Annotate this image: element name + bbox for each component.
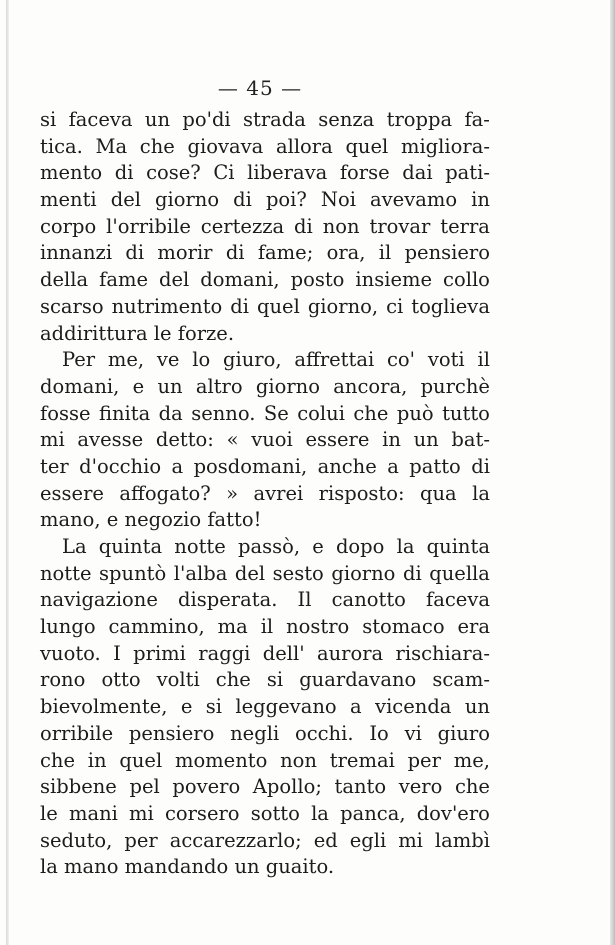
text-line: La quinta notte passò, e dopo la quinta (62, 535, 490, 558)
text-line: orribile pensiero negli occhi. Io vi giuro (40, 721, 490, 745)
text-line: scarso nutrimento di quel giorno, ci toglieva (40, 294, 490, 318)
body-text (40, 107, 490, 881)
page-left-edge (6, 0, 9, 945)
text-line: seduto, per accarezzarlo; ed egli mi lambì (40, 828, 490, 852)
page-right-edge (610, 0, 615, 945)
text-line: le mani mi corsero sotto la panca, dov'ero (40, 801, 490, 825)
text-line: navigazione disperata. Il canotto faceva (40, 588, 490, 612)
text-line: notte spuntò l'alba del sesto giorno di quella (40, 561, 490, 585)
text-line: rono otto volti che si guardavano scam- (40, 668, 490, 692)
text-line: mento di cose? Ci liberava forse dai pati- (40, 161, 490, 185)
text-line: sibbene pel povero Apollo; tanto vero che (40, 775, 490, 799)
text-line: lungo cammino, ma il nostro stomaco era (40, 615, 490, 639)
text-line: fosse finita da senno. Se colui che può tutto (40, 401, 490, 425)
text-line: essere affogato? » avrei risposto: qua la (40, 481, 490, 505)
text-line: mano, e negozio fatto! (40, 508, 262, 532)
text-line: innanzi di morir di fame; ora, il pensiero (40, 241, 490, 265)
text-line: ter d'occhio a posdomani, anche a patto di (40, 454, 490, 478)
text-line: Per me, ve lo giuro, affrettai co' voti il (62, 348, 490, 372)
page-number: — 45 — (217, 76, 303, 100)
text-line: la mano mandando un guaito. (40, 855, 335, 879)
text-line: della fame del domani, posto insieme collo (40, 268, 490, 292)
text-line: tica. Ma che giovava allora quel migliora- (40, 134, 490, 158)
text-line: bievolmente, e si leggevano a vicenda un (40, 695, 490, 719)
text-line: si faceva un po'di strada senza troppa fa- (40, 108, 490, 131)
text-line: vuoto. I primi raggi dell' aurora rischiara- (40, 641, 490, 665)
text-line: domani, e un altro giorno ancora, purchè (40, 374, 490, 398)
text-line: menti del giorno di poi? Noi avevamo in (40, 188, 490, 212)
text-line: mi avesse detto: « vuoi essere in un bat- (40, 428, 490, 452)
text-line: corpo l'orribile certezza di non trovar terra (40, 214, 490, 238)
text-line: addirittura le forze. (40, 321, 235, 345)
text-line: che in quel momento non tremai per me, (40, 748, 490, 772)
